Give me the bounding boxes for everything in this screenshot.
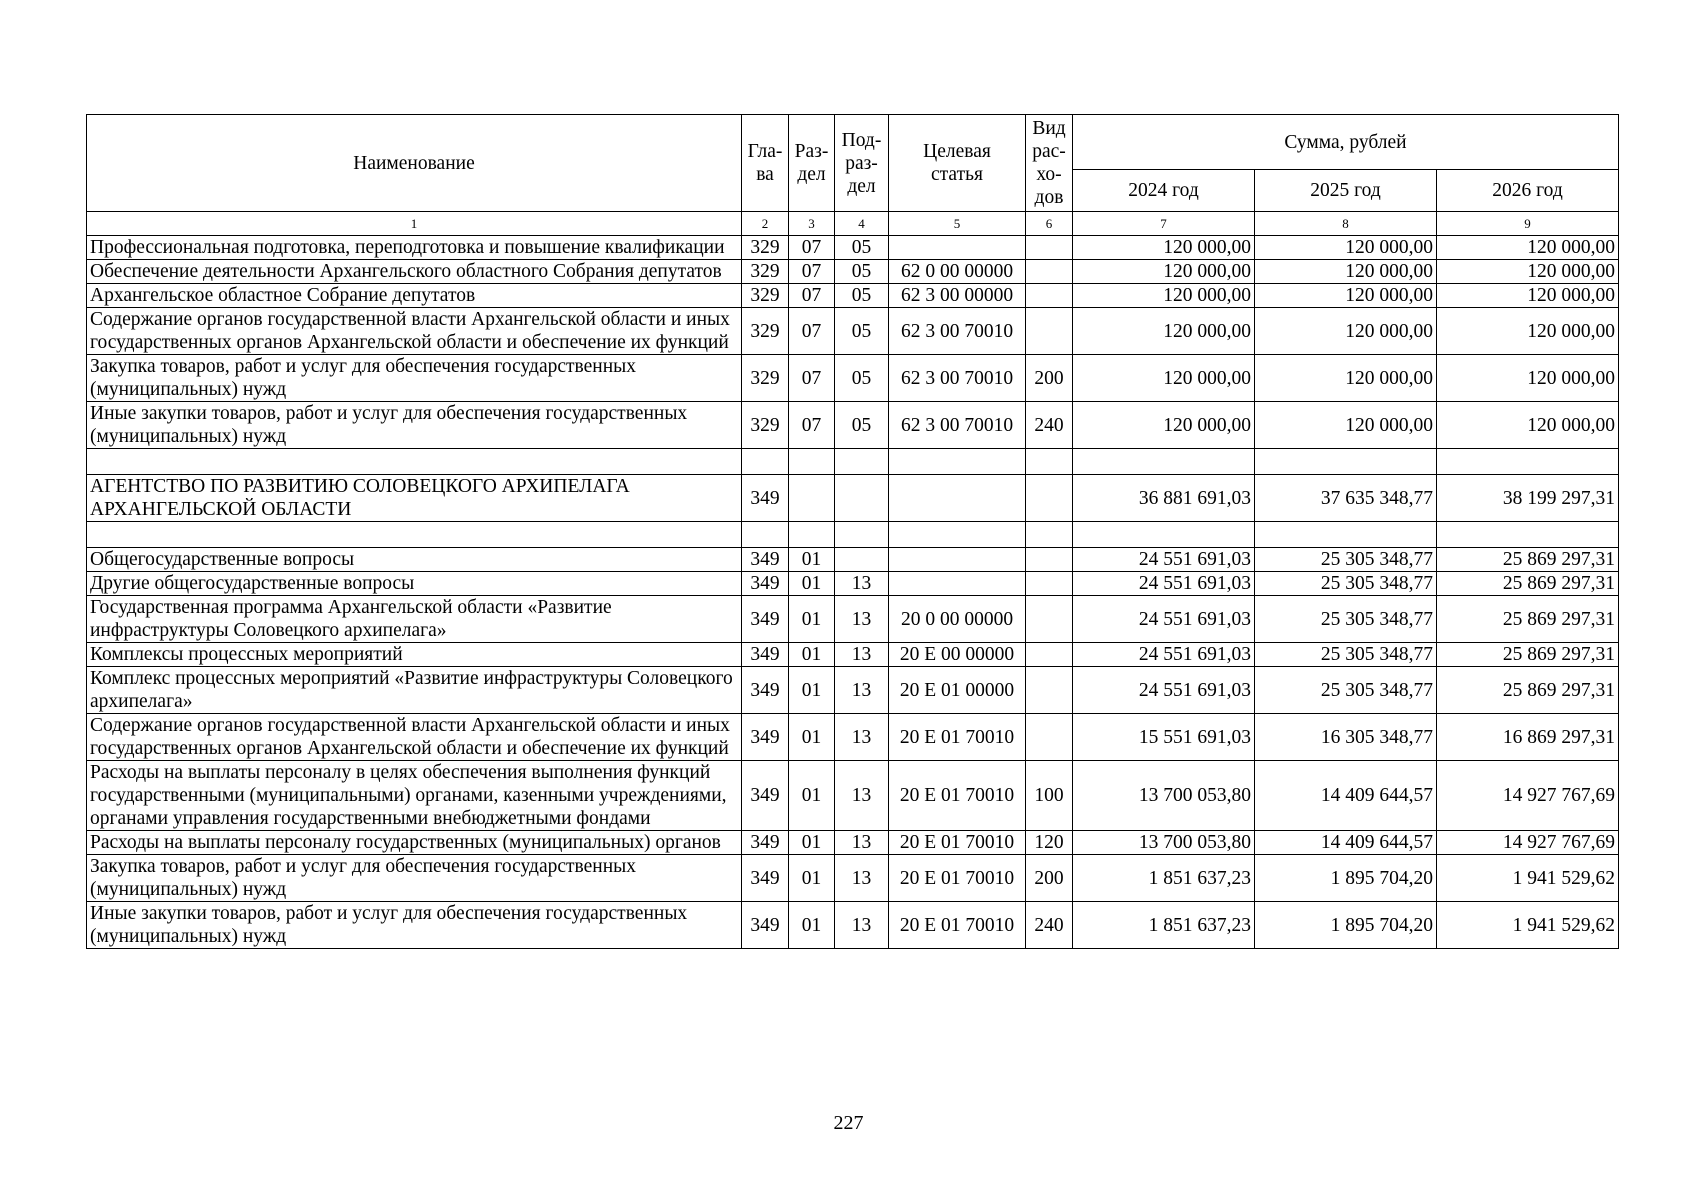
row-razdel: 01 bbox=[789, 761, 835, 831]
table-spacer-row bbox=[87, 449, 1619, 475]
table-row bbox=[87, 284, 1619, 308]
column-number: 5 bbox=[889, 212, 1026, 236]
column-number: 3 bbox=[789, 212, 835, 236]
row-razdel: 07 bbox=[789, 236, 835, 260]
row-vid: 100 bbox=[1026, 761, 1073, 831]
row-vid bbox=[1026, 308, 1073, 355]
table-row bbox=[87, 831, 1619, 855]
row-target: 20 Е 01 70010 bbox=[889, 831, 1026, 855]
row-vid: 240 bbox=[1026, 902, 1073, 949]
row-amount-2025: 120 000,00 bbox=[1255, 284, 1437, 308]
column-number: 4 bbox=[835, 212, 889, 236]
row-podrazdel: 05 bbox=[835, 236, 889, 260]
row-glava: 329 bbox=[742, 308, 789, 355]
row-razdel: 07 bbox=[789, 355, 835, 402]
row-glava: 349 bbox=[742, 572, 789, 596]
row-name: АГЕНТСТВО ПО РАЗВИТИЮ СОЛОВЕЦКОГО АРХИПЕЛАГА АРХАНГЕЛЬСКОЙ ОБЛАСТИ bbox=[87, 475, 742, 522]
column-number: 7 bbox=[1073, 212, 1255, 236]
row-amount-2026: 38 199 297,31 bbox=[1437, 475, 1619, 522]
row-glava: 329 bbox=[742, 355, 789, 402]
row-name: Содержание органов государственной власти Архангельской области и иных государственных органов Архангельской области и обеспечение их функций bbox=[87, 308, 742, 355]
table-row bbox=[87, 355, 1619, 402]
row-amount-2024: 13 700 053,80 bbox=[1073, 761, 1255, 831]
header-name: Наименование bbox=[87, 115, 742, 212]
row-glava: 349 bbox=[742, 475, 789, 522]
row-amount-2026: 120 000,00 bbox=[1437, 355, 1619, 402]
row-amount-2026 bbox=[1437, 449, 1619, 475]
row-amount-2025: 1 895 704,20 bbox=[1255, 855, 1437, 902]
row-amount-2025: 25 305 348,77 bbox=[1255, 667, 1437, 714]
row-amount-2024 bbox=[1073, 449, 1255, 475]
row-amount-2025: 14 409 644,57 bbox=[1255, 761, 1437, 831]
row-vid bbox=[1026, 236, 1073, 260]
row-razdel: 07 bbox=[789, 260, 835, 284]
row-amount-2026: 16 869 297,31 bbox=[1437, 714, 1619, 761]
row-amount-2025: 16 305 348,77 bbox=[1255, 714, 1437, 761]
row-vid: 200 bbox=[1026, 355, 1073, 402]
row-podrazdel bbox=[835, 475, 889, 522]
row-name: Комплекс процессных мероприятий «Развитие инфраструктуры Соловецкого архипелага» bbox=[87, 667, 742, 714]
table-row bbox=[87, 572, 1619, 596]
row-amount-2025: 25 305 348,77 bbox=[1255, 596, 1437, 643]
row-name: Другие общегосударственные вопросы bbox=[87, 572, 742, 596]
row-glava: 349 bbox=[742, 761, 789, 831]
row-name: Архангельское областное Собрание депутатов bbox=[87, 284, 742, 308]
row-razdel: 01 bbox=[789, 855, 835, 902]
column-number: 1 bbox=[87, 212, 742, 236]
row-glava: 349 bbox=[742, 831, 789, 855]
header-vid: Вид рас- хо- дов bbox=[1026, 115, 1073, 212]
header-year-2026: 2026 год bbox=[1437, 170, 1619, 212]
row-amount-2026: 1 941 529,62 bbox=[1437, 855, 1619, 902]
row-razdel: 07 bbox=[789, 284, 835, 308]
row-vid: 200 bbox=[1026, 855, 1073, 902]
row-name: Закупка товаров, работ и услуг для обеспечения государственных (муниципальных) нужд bbox=[87, 855, 742, 902]
row-vid bbox=[1026, 572, 1073, 596]
row-vid bbox=[1026, 714, 1073, 761]
row-amount-2024: 1 851 637,23 bbox=[1073, 855, 1255, 902]
row-target bbox=[889, 236, 1026, 260]
row-amount-2026: 120 000,00 bbox=[1437, 260, 1619, 284]
row-razdel bbox=[789, 449, 835, 475]
row-razdel: 01 bbox=[789, 643, 835, 667]
header-razdel: Раз- дел bbox=[789, 115, 835, 212]
table-row bbox=[87, 761, 1619, 831]
row-glava: 349 bbox=[742, 855, 789, 902]
row-name: Профессиональная подготовка, переподготовка и повышение квалификации bbox=[87, 236, 742, 260]
row-razdel bbox=[789, 475, 835, 522]
row-amount-2026: 14 927 767,69 bbox=[1437, 831, 1619, 855]
budget-table bbox=[86, 114, 1619, 949]
row-target: 62 3 00 70010 bbox=[889, 308, 1026, 355]
row-amount-2025: 1 895 704,20 bbox=[1255, 902, 1437, 949]
row-podrazdel: 13 bbox=[835, 596, 889, 643]
row-target bbox=[889, 522, 1026, 548]
row-amount-2025: 120 000,00 bbox=[1255, 236, 1437, 260]
row-target: 20 Е 01 70010 bbox=[889, 714, 1026, 761]
row-vid bbox=[1026, 548, 1073, 572]
row-glava: 329 bbox=[742, 402, 789, 449]
row-amount-2026 bbox=[1437, 522, 1619, 548]
row-podrazdel: 13 bbox=[835, 643, 889, 667]
row-amount-2024: 120 000,00 bbox=[1073, 355, 1255, 402]
row-amount-2024: 24 551 691,03 bbox=[1073, 643, 1255, 667]
row-target: 62 3 00 70010 bbox=[889, 355, 1026, 402]
row-podrazdel: 13 bbox=[835, 572, 889, 596]
row-amount-2025: 120 000,00 bbox=[1255, 260, 1437, 284]
row-amount-2025: 37 635 348,77 bbox=[1255, 475, 1437, 522]
row-glava: 349 bbox=[742, 548, 789, 572]
row-amount-2024: 120 000,00 bbox=[1073, 284, 1255, 308]
row-target: 20 Е 01 70010 bbox=[889, 902, 1026, 949]
row-amount-2025 bbox=[1255, 449, 1437, 475]
row-target: 20 0 00 00000 bbox=[889, 596, 1026, 643]
row-amount-2026: 14 927 767,69 bbox=[1437, 761, 1619, 831]
row-amount-2024: 24 551 691,03 bbox=[1073, 667, 1255, 714]
row-name bbox=[87, 522, 742, 548]
table-row bbox=[87, 548, 1619, 572]
row-podrazdel: 05 bbox=[835, 355, 889, 402]
row-podrazdel: 05 bbox=[835, 260, 889, 284]
row-razdel: 01 bbox=[789, 548, 835, 572]
header-sum: Сумма, рублей bbox=[1073, 115, 1619, 170]
row-glava: 349 bbox=[742, 714, 789, 761]
row-amount-2024: 13 700 053,80 bbox=[1073, 831, 1255, 855]
row-amount-2025: 120 000,00 bbox=[1255, 308, 1437, 355]
table-row bbox=[87, 308, 1619, 355]
row-amount-2026: 25 869 297,31 bbox=[1437, 548, 1619, 572]
row-vid bbox=[1026, 475, 1073, 522]
row-amount-2024: 120 000,00 bbox=[1073, 236, 1255, 260]
row-glava: 349 bbox=[742, 643, 789, 667]
row-vid bbox=[1026, 643, 1073, 667]
row-amount-2024: 120 000,00 bbox=[1073, 260, 1255, 284]
row-podrazdel: 13 bbox=[835, 831, 889, 855]
row-vid bbox=[1026, 284, 1073, 308]
table-spacer-row bbox=[87, 522, 1619, 548]
row-name: Комплексы процессных мероприятий bbox=[87, 643, 742, 667]
row-name: Иные закупки товаров, работ и услуг для обеспечения государственных (муниципальных) нужд bbox=[87, 402, 742, 449]
row-razdel bbox=[789, 522, 835, 548]
row-target: 20 Е 01 70010 bbox=[889, 855, 1026, 902]
row-razdel: 01 bbox=[789, 902, 835, 949]
row-glava: 329 bbox=[742, 236, 789, 260]
row-target bbox=[889, 548, 1026, 572]
row-razdel: 01 bbox=[789, 714, 835, 761]
table-body bbox=[87, 236, 1619, 949]
row-glava: 349 bbox=[742, 902, 789, 949]
row-razdel: 07 bbox=[789, 402, 835, 449]
row-glava: 329 bbox=[742, 284, 789, 308]
column-number: 9 bbox=[1437, 212, 1619, 236]
row-amount-2024: 24 551 691,03 bbox=[1073, 548, 1255, 572]
row-amount-2024 bbox=[1073, 522, 1255, 548]
table-row bbox=[87, 236, 1619, 260]
row-name: Расходы на выплаты персоналу государственных (муниципальных) органов bbox=[87, 831, 742, 855]
row-amount-2025: 25 305 348,77 bbox=[1255, 572, 1437, 596]
row-podrazdel: 13 bbox=[835, 667, 889, 714]
row-amount-2026: 1 941 529,62 bbox=[1437, 902, 1619, 949]
row-vid bbox=[1026, 667, 1073, 714]
row-vid bbox=[1026, 596, 1073, 643]
row-vid bbox=[1026, 260, 1073, 284]
table-row bbox=[87, 714, 1619, 761]
row-target: 20 Е 01 70010 bbox=[889, 761, 1026, 831]
row-amount-2025: 120 000,00 bbox=[1255, 355, 1437, 402]
page-number: 227 bbox=[833, 1112, 864, 1134]
row-name: Обеспечение деятельности Архангельского областного Собрания депутатов bbox=[87, 260, 742, 284]
row-razdel: 01 bbox=[789, 831, 835, 855]
header-podrazdel: Под- раз- дел bbox=[835, 115, 889, 212]
row-podrazdel: 13 bbox=[835, 855, 889, 902]
column-number: 6 bbox=[1026, 212, 1073, 236]
row-target: 62 0 00 00000 bbox=[889, 260, 1026, 284]
row-target: 62 3 00 70010 bbox=[889, 402, 1026, 449]
row-vid: 240 bbox=[1026, 402, 1073, 449]
row-glava bbox=[742, 522, 789, 548]
row-glava bbox=[742, 449, 789, 475]
row-name: Содержание органов государственной власти Архангельской области и иных государственных органов Архангельской области и обеспечение их функций bbox=[87, 714, 742, 761]
row-name: Общегосударственные вопросы bbox=[87, 548, 742, 572]
row-vid: 120 bbox=[1026, 831, 1073, 855]
row-target bbox=[889, 449, 1026, 475]
row-podrazdel: 13 bbox=[835, 714, 889, 761]
row-name: Государственная программа Архангельской области «Развитие инфраструктуры Соловецкого архипелага» bbox=[87, 596, 742, 643]
header-target: Целевая статья bbox=[889, 115, 1026, 212]
row-target: 20 Е 01 00000 bbox=[889, 667, 1026, 714]
row-podrazdel bbox=[835, 449, 889, 475]
row-razdel: 07 bbox=[789, 308, 835, 355]
row-vid bbox=[1026, 522, 1073, 548]
table-row bbox=[87, 643, 1619, 667]
row-amount-2024: 15 551 691,03 bbox=[1073, 714, 1255, 761]
row-podrazdel: 13 bbox=[835, 902, 889, 949]
row-amount-2025 bbox=[1255, 522, 1437, 548]
row-name: Расходы на выплаты персоналу в целях обеспечения выполнения функций государственными (муниципальными) органами, казенными учреждениями, органами управления государственными внебюджетными фондами bbox=[87, 761, 742, 831]
row-target: 20 Е 00 00000 bbox=[889, 643, 1026, 667]
row-podrazdel: 13 bbox=[835, 761, 889, 831]
row-podrazdel: 05 bbox=[835, 308, 889, 355]
row-razdel: 01 bbox=[789, 572, 835, 596]
row-vid bbox=[1026, 449, 1073, 475]
row-name bbox=[87, 449, 742, 475]
header-year-2024: 2024 год bbox=[1073, 170, 1255, 212]
row-amount-2025: 25 305 348,77 bbox=[1255, 643, 1437, 667]
row-podrazdel: 05 bbox=[835, 402, 889, 449]
row-amount-2026: 120 000,00 bbox=[1437, 284, 1619, 308]
row-amount-2024: 24 551 691,03 bbox=[1073, 572, 1255, 596]
row-glava: 349 bbox=[742, 667, 789, 714]
row-amount-2024: 36 881 691,03 bbox=[1073, 475, 1255, 522]
row-amount-2024: 1 851 637,23 bbox=[1073, 902, 1255, 949]
table-row bbox=[87, 402, 1619, 449]
row-amount-2026: 120 000,00 bbox=[1437, 236, 1619, 260]
table-row bbox=[87, 475, 1619, 522]
row-name: Иные закупки товаров, работ и услуг для обеспечения государственных (муниципальных) нужд bbox=[87, 902, 742, 949]
row-amount-2025: 120 000,00 bbox=[1255, 402, 1437, 449]
header-year-2025: 2025 год bbox=[1255, 170, 1437, 212]
row-amount-2026: 120 000,00 bbox=[1437, 308, 1619, 355]
row-amount-2025: 14 409 644,57 bbox=[1255, 831, 1437, 855]
row-amount-2024: 24 551 691,03 bbox=[1073, 596, 1255, 643]
table-row bbox=[87, 902, 1619, 949]
row-amount-2024: 120 000,00 bbox=[1073, 308, 1255, 355]
row-razdel: 01 bbox=[789, 596, 835, 643]
row-razdel: 01 bbox=[789, 667, 835, 714]
header-glava: Гла- ва bbox=[742, 115, 789, 212]
table-row bbox=[87, 260, 1619, 284]
row-target: 62 3 00 00000 bbox=[889, 284, 1026, 308]
row-name: Закупка товаров, работ и услуг для обеспечения государственных (муниципальных) нужд bbox=[87, 355, 742, 402]
row-podrazdel bbox=[835, 548, 889, 572]
row-amount-2026: 25 869 297,31 bbox=[1437, 643, 1619, 667]
row-amount-2026: 25 869 297,31 bbox=[1437, 667, 1619, 714]
row-podrazdel bbox=[835, 522, 889, 548]
table-row bbox=[87, 596, 1619, 643]
row-target bbox=[889, 475, 1026, 522]
row-glava: 349 bbox=[742, 596, 789, 643]
column-number: 8 bbox=[1255, 212, 1437, 236]
row-amount-2024: 120 000,00 bbox=[1073, 402, 1255, 449]
row-amount-2026: 25 869 297,31 bbox=[1437, 572, 1619, 596]
row-podrazdel: 05 bbox=[835, 284, 889, 308]
row-amount-2026: 25 869 297,31 bbox=[1437, 596, 1619, 643]
column-number: 2 bbox=[742, 212, 789, 236]
row-amount-2025: 25 305 348,77 bbox=[1255, 548, 1437, 572]
row-amount-2026: 120 000,00 bbox=[1437, 402, 1619, 449]
row-target bbox=[889, 572, 1026, 596]
table-row bbox=[87, 855, 1619, 902]
table-row bbox=[87, 667, 1619, 714]
row-glava: 329 bbox=[742, 260, 789, 284]
